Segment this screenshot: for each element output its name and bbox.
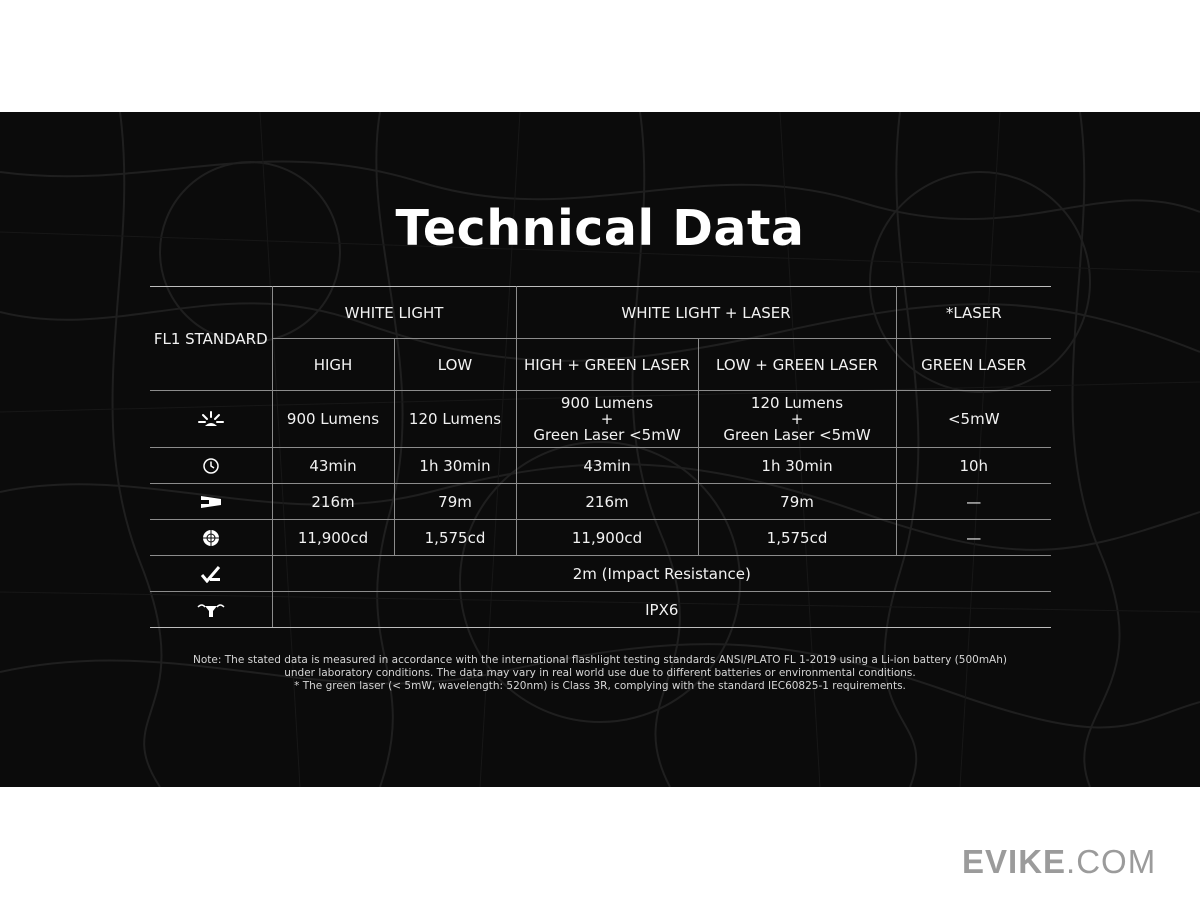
logo-bold: EVIKE [962,843,1067,880]
intensity-row [150,520,1051,556]
output-high: 900 Lumens [272,391,394,448]
runtime-green-laser: 10h [896,448,1051,484]
water-row [150,592,1051,628]
mode-green-laser: GREEN LASER [896,339,1051,391]
spec-table [150,286,1051,628]
output-low-green-laser [698,391,896,448]
impact-value: 2m (Impact Resistance) [272,556,1051,592]
output-line: Green Laser <5mW [723,426,871,444]
output-line: 900 Lumens [560,394,654,412]
output-row [150,391,1051,448]
footnote-line: Note: The stated data is measured in accordance with the international flashlight testing standards ANSI/PLATO FL 1-2019 using a Li-ion battery (500mAh) [193,654,1007,666]
mode-high: HIGH [272,339,394,391]
distance-low: 79m [394,484,516,520]
water-resistance-icon [150,592,272,628]
runtime-high-green-laser: 43min [516,448,698,484]
impact-row [150,556,1051,592]
output-high-green-laser [516,391,698,448]
distance-green-laser: — [896,484,1051,520]
footnote-line: under laboratory conditions. The data may vary in real world use due to different batteries or environmental conditions. [284,667,916,679]
intensity-green-laser: — [896,520,1051,556]
intensity-low-green-laser: 1,575cd [698,520,896,556]
beam-distance-icon [150,484,272,520]
group-white-light-laser: WHITE LIGHT + LASER [516,287,896,339]
output-plus: + [600,410,614,428]
water-value: IPX6 [272,592,1051,628]
mode-low-green-laser: LOW + GREEN LASER [698,339,896,391]
mode-low: LOW [394,339,516,391]
runtime-row [150,448,1051,484]
output-line: Green Laser <5mW [533,426,681,444]
footnote [0,654,1200,693]
clock-icon [150,448,272,484]
impact-resistance-icon [150,556,272,592]
distance-high: 216m [272,484,394,520]
distance-high-green-laser: 216m [516,484,698,520]
intensity-high: 11,900cd [272,520,394,556]
logo-suffix: .COM [1066,843,1157,880]
light-output-icon [150,391,272,448]
runtime-high: 43min [272,448,394,484]
output-plus: + [790,410,804,428]
technical-data-banner [0,112,1200,787]
output-line: 120 Lumens [750,394,844,412]
mode-high-green-laser: HIGH + GREEN LASER [516,339,698,391]
peak-intensity-icon [150,520,272,556]
output-low: 120 Lumens [394,391,516,448]
group-white-light: WHITE LIGHT [272,287,516,339]
intensity-low: 1,575cd [394,520,516,556]
distance-low-green-laser: 79m [698,484,896,520]
output-green-laser: <5mW [896,391,1051,448]
runtime-low: 1h 30min [394,448,516,484]
evike-logo [962,843,1156,881]
group-laser: *LASER [896,287,1051,339]
fl1-standard-label: FL1 STANDARD [150,287,272,391]
page-title: Technical Data [395,200,805,257]
footnote-line: * The green laser (< 5mW, wavelength: 520nm) is Class 3R, complying with the standard IEC60825-1 requirements. [294,680,906,692]
intensity-high-green-laser: 11,900cd [516,520,698,556]
distance-row [150,484,1051,520]
mode-header-row [150,339,1051,391]
group-header-row [150,287,1051,339]
runtime-low-green-laser: 1h 30min [698,448,896,484]
